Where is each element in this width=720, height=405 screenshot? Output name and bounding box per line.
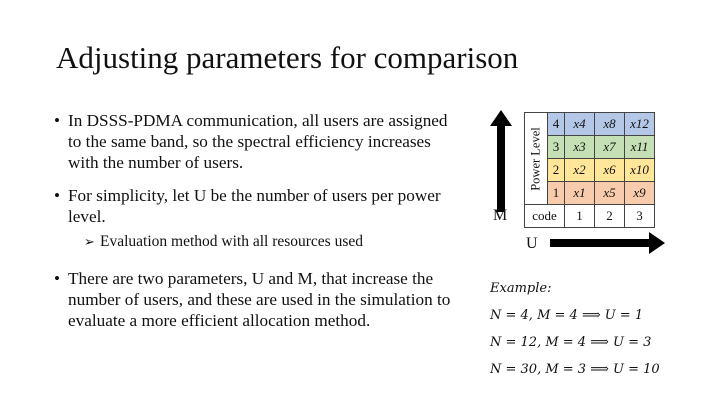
- user-cell: x2: [565, 159, 595, 182]
- bullet-dot-icon: •: [54, 111, 61, 130]
- example-line: N = 30, M = 3 ⟹ U = 10: [490, 362, 660, 377]
- right-arrow-shaft: [550, 239, 650, 247]
- up-arrow-shaft: [497, 124, 505, 212]
- level-cell: 2: [548, 159, 565, 182]
- bullet-text: In DSSS-PDMA communication, all users are assigned to the same band, so the spectral efficiency increases with the number of users.: [68, 111, 448, 172]
- example-line: N = 4, M = 4 ⟹ U = 1: [490, 308, 644, 323]
- code-cell: 3: [625, 205, 655, 228]
- resource-diagram: [488, 108, 672, 258]
- grid-row: [525, 113, 655, 136]
- m-axis-label: M: [493, 207, 508, 224]
- power-level-label: Power Level: [525, 113, 548, 205]
- user-cell: x7: [595, 136, 625, 159]
- arrow-bullet-icon: ➢: [84, 234, 95, 249]
- level-cell: 1: [548, 182, 565, 205]
- user-cell: x12: [625, 113, 655, 136]
- code-cell: 1: [565, 205, 595, 228]
- allocation-grid: [524, 112, 655, 228]
- sub-bullet-text: Evaluation method with all resources used: [100, 233, 364, 250]
- example-title: Example:: [490, 281, 552, 296]
- level-cell: 3: [548, 136, 565, 159]
- level-cell: 4: [548, 113, 565, 136]
- bullet-text: For simplicity, let U be the number of users per power level.: [68, 186, 441, 226]
- user-cell: x11: [625, 136, 655, 159]
- bullet-list: [52, 110, 452, 331]
- bullet-dot-icon: •: [54, 186, 61, 205]
- user-cell: x4: [565, 113, 595, 136]
- code-cell: 2: [595, 205, 625, 228]
- slide-title: Adjusting parameters for comparison: [56, 40, 519, 75]
- bullet-item: [52, 110, 452, 173]
- bullet-item: [52, 268, 452, 331]
- user-cell: x5: [595, 182, 625, 205]
- user-cell: x1: [565, 182, 595, 205]
- example-line: N = 12, M = 4 ⟹ U = 3: [490, 335, 652, 350]
- code-row: [525, 205, 655, 228]
- example-block: [490, 275, 660, 383]
- code-label: code: [525, 205, 565, 228]
- user-cell: x10: [625, 159, 655, 182]
- bullet-item: [52, 185, 452, 227]
- bullet-dot-icon: •: [54, 269, 61, 288]
- user-cell: x3: [565, 136, 595, 159]
- sub-bullet-item: [52, 232, 452, 252]
- user-cell: x9: [625, 182, 655, 205]
- user-cell: x8: [595, 113, 625, 136]
- right-arrow-icon: [649, 232, 665, 254]
- user-cell: x6: [595, 159, 625, 182]
- u-axis-label: U: [526, 235, 538, 252]
- bullet-text: There are two parameters, U and M, that increase the number of users, and these are used in the simulation to evaluate a more efficient allocation method.: [68, 269, 451, 330]
